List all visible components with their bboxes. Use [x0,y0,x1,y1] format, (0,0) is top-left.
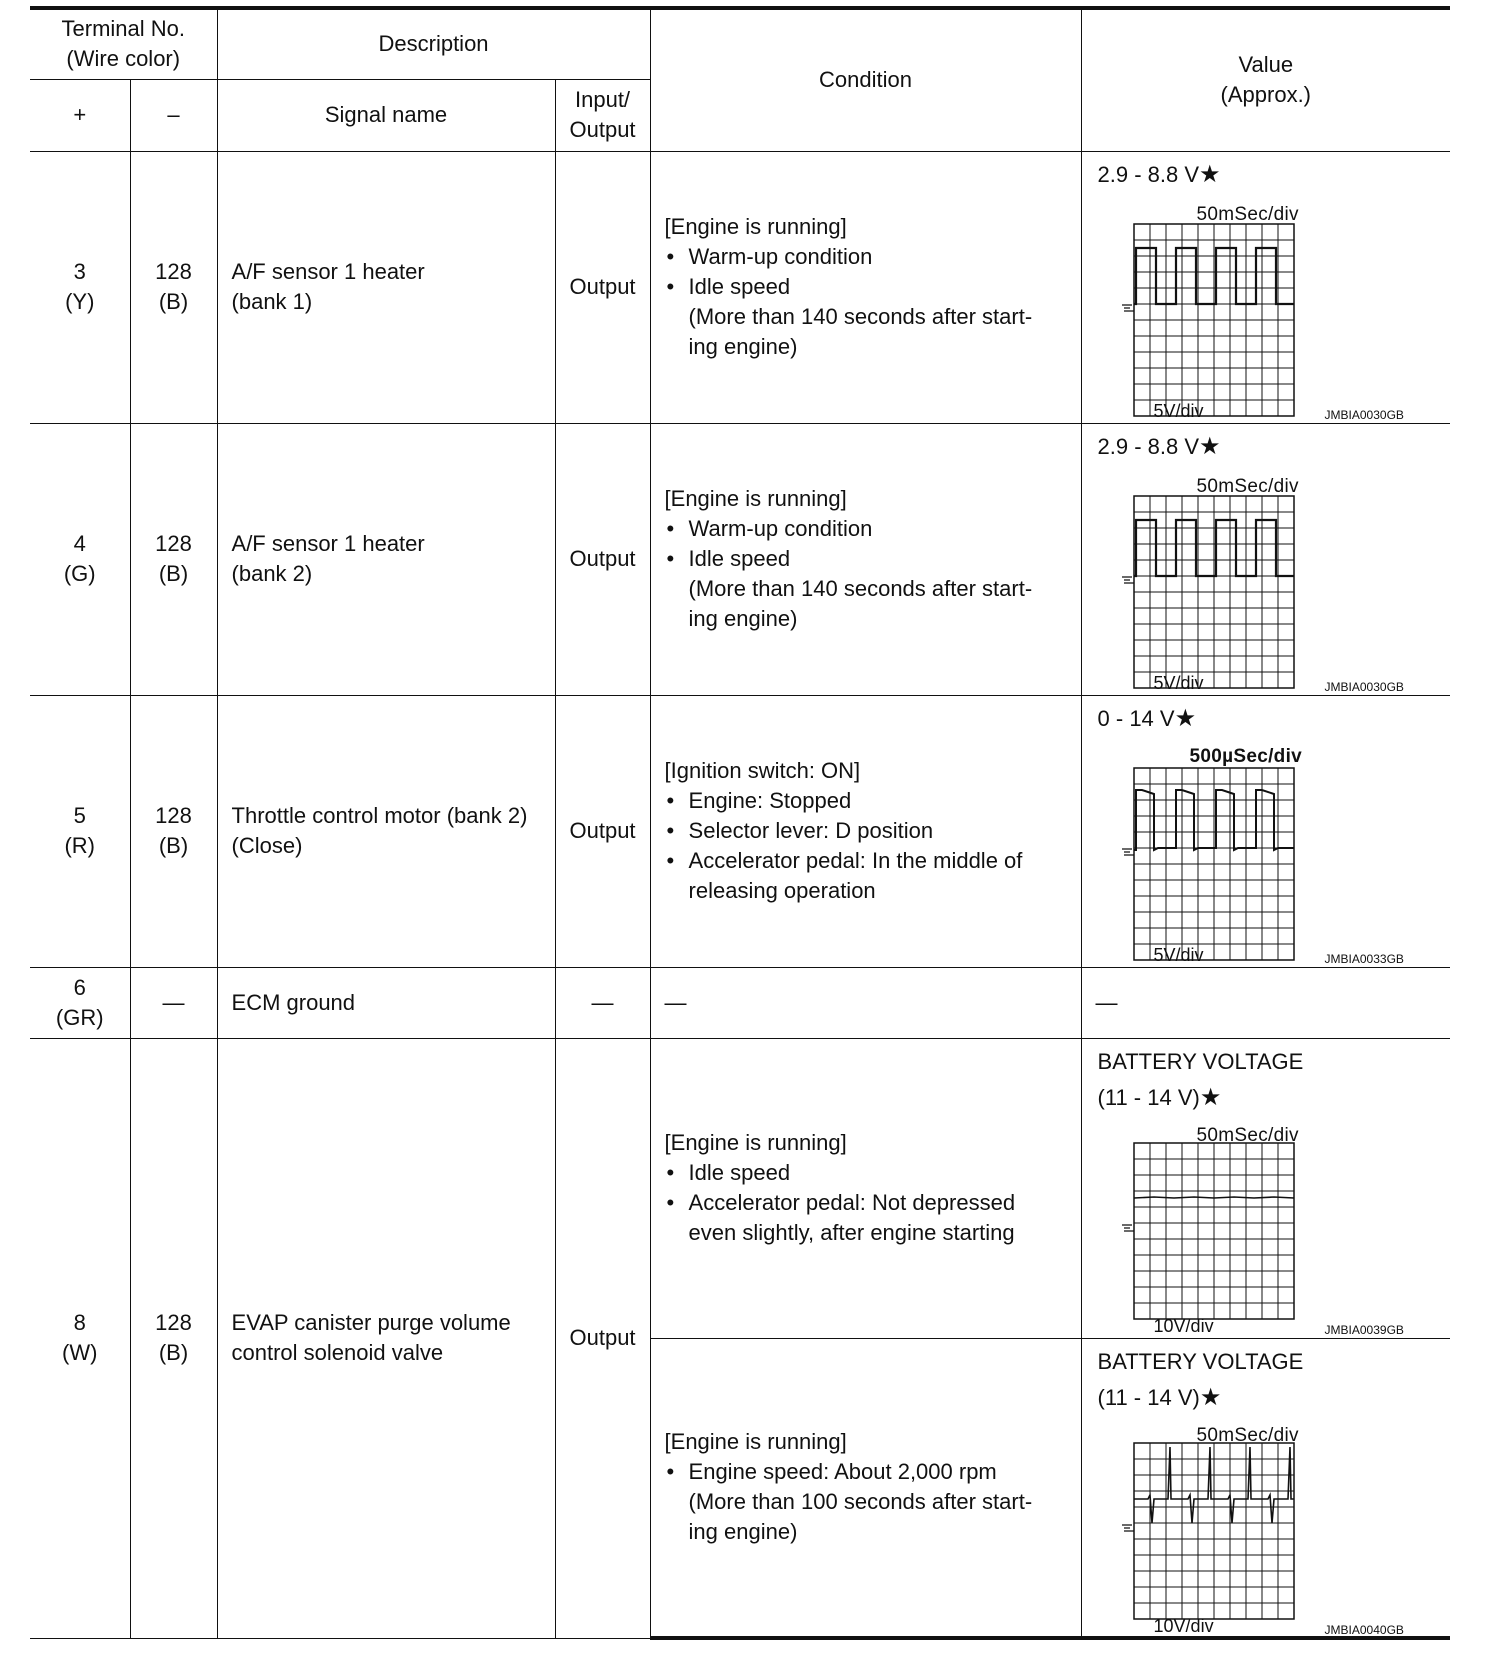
value-range: 2.9 - 8.8 V [1097,161,1200,187]
scope-grid [1134,768,1294,960]
header-wire-color-label: (Wire color) [66,46,181,72]
bullet-icon: • [666,1459,675,1485]
ground-symbol-icon [1122,1525,1134,1531]
value-cell [1081,967,1450,1038]
time-division-label: 50mSec/div [1196,1124,1299,1146]
condition-bullet [665,1158,1081,1188]
header-value-label: Value [1238,52,1294,78]
value-cell [1081,1038,1450,1338]
wire-color: (Y) [65,289,95,314]
not-applicable-dash: — [1095,989,1118,1015]
wire-color: (GR) [55,1004,104,1030]
io-type [555,967,650,1038]
minus-terminal [130,967,217,1038]
condition-bullet [665,514,1081,544]
value-range: 0 - 14 V [1097,705,1175,731]
io-type: Output [555,695,650,967]
not-applicable-dash: — [664,989,687,1015]
wire-color: (G) [63,561,96,586]
header-signal-name: Signal name [217,79,555,151]
value-text [1098,432,1221,462]
wire-color: (B) [158,1340,189,1365]
terminal-number: 128 [155,531,192,556]
condition-note: even slightly, after engine starting [688,1220,1015,1245]
bullet-icon: • [666,788,675,813]
star-icon: ★ [1199,160,1221,188]
time-division-label: 50mSec/div [1196,1424,1299,1446]
value-cell [1081,423,1450,695]
terminal-number: 3 [73,259,86,284]
condition-title: [Engine is running] [664,1429,847,1455]
header-plus: + [30,79,130,151]
header-terminal-label: Terminal No. [61,16,185,42]
voltage-division-label: 5V/div [1153,672,1204,693]
bullet-text: Idle speed [688,1160,791,1185]
bullet-icon: • [666,818,675,843]
condition [650,695,1081,967]
signal-name: ECM ground [217,967,555,1038]
condition-bullet [665,272,1081,302]
minus-terminal [130,1038,217,1638]
minus-terminal [130,695,217,967]
header-output-label: Output [569,117,636,142]
condition [650,151,1081,423]
condition-title: [Ignition switch: ON] [664,758,861,783]
condition-bullet [665,1188,1081,1218]
signal-name [217,695,555,967]
condition-title: [Engine is running] [664,1130,847,1155]
voltage-division-label: 10V/div [1153,1615,1214,1636]
not-applicable-dash: — [591,989,614,1015]
voltage-division-label: 5V/div [1153,400,1204,421]
header-terminal [30,8,217,79]
wire-color: (W) [62,1340,98,1365]
figure-code: JMBIA0033GB [1324,951,1404,966]
terminal-spec-table [30,6,1450,1640]
header-condition: Condition [650,8,1081,151]
signal-name-line: (bank 2) [231,561,313,586]
condition [650,1338,1081,1638]
waveform-svg [1134,1443,1294,1619]
condition-note: (More than 100 seconds after start- [688,1489,1033,1515]
voltage-division-label: 10V/div [1153,1315,1214,1336]
bullet-text: Engine: Stopped [688,788,852,813]
condition-note: releasing operation [688,878,876,903]
table-row [30,695,1450,967]
condition-bullet [665,1457,1081,1487]
time-division-label: 500µSec/div [1189,745,1303,767]
terminal-number: 8 [73,1310,86,1335]
figure-code: JMBIA0030GB [1324,407,1404,422]
plus-terminal [30,1038,130,1638]
oscilloscope-waveform [1134,1143,1294,1319]
bullet-icon: • [666,274,675,299]
terminal-number: 5 [73,803,86,828]
oscilloscope-waveform [1134,1443,1294,1619]
terminal-number: 4 [73,531,86,556]
condition [650,967,1081,1038]
header-row-1 [30,8,1450,79]
value-label: BATTERY VOLTAGE [1097,1348,1304,1374]
condition-note: (More than 140 seconds after start- [688,576,1033,601]
bullet-text: Warm-up condition [688,244,873,269]
table-row [30,967,1450,1038]
condition [650,423,1081,695]
plus-terminal [30,695,130,967]
star-icon: ★ [1199,1083,1222,1111]
bullet-text: Idle speed [688,274,791,299]
minus-terminal [130,151,217,423]
value-label: BATTERY VOLTAGE [1097,1048,1304,1074]
condition-bullet [665,816,1081,846]
header-input-label: Input/ [575,87,631,112]
not-applicable-dash: — [162,989,185,1015]
bullet-text: Accelerator pedal: In the middle of [688,848,1023,873]
bullet-icon: • [666,1160,675,1185]
condition-bullet [665,544,1081,574]
header-value [1081,8,1450,151]
star-icon: ★ [1174,704,1197,732]
figure-code: JMBIA0030GB [1324,679,1404,694]
value-cell [1081,1338,1450,1638]
time-division-label: 50mSec/div [1196,203,1299,225]
wire-color: (B) [158,289,189,314]
signal-name-line: A/F sensor 1 heater [231,531,425,556]
star-icon: ★ [1199,432,1221,460]
header-approx-label: (Approx.) [1220,82,1312,108]
bullet-text: Warm-up condition [688,516,873,541]
value-text [1098,1047,1304,1113]
figure-code: JMBIA0040GB [1324,1622,1404,1637]
signal-name [217,1038,555,1638]
condition-note: ing engine) [688,1519,798,1545]
wire-color: (R) [64,833,96,858]
condition-bullet [665,846,1081,876]
condition-note: ing engine) [688,606,798,631]
plus-terminal [30,423,130,695]
ground-symbol-icon [1122,1225,1134,1231]
scope-grid [1134,1143,1294,1319]
signal-name-line: A/F sensor 1 heater [231,259,425,284]
voltage-division-label: 5V/div [1153,944,1204,965]
signal-name-line: (Close) [231,833,303,858]
condition [650,1038,1081,1338]
value-text [1098,160,1221,190]
signal-name-line: control solenoid valve [231,1340,444,1365]
condition-title: [Engine is running] [664,486,847,511]
value-cell [1081,695,1450,967]
bullet-icon: • [666,1190,675,1215]
io-type: Output [555,423,650,695]
table-row [30,423,1450,695]
terminal-number: 128 [155,259,192,284]
ground-symbol-icon [1122,849,1134,855]
bullet-text: Selector lever: D position [688,818,934,843]
wire-color: (B) [158,561,189,586]
waveform-svg [1134,1143,1294,1319]
value-range: (11 - 14 V) [1097,1384,1200,1410]
io-type: Output [555,151,650,423]
scope-grid [1134,224,1294,416]
value-range: 2.9 - 8.8 V [1097,433,1200,459]
minus-terminal [130,423,217,695]
waveform-svg [1134,768,1294,960]
value-text [1098,1347,1304,1413]
ground-symbol-icon [1122,577,1134,583]
oscilloscope-waveform [1134,768,1294,960]
waveform-svg [1134,496,1294,688]
header-io [555,79,650,151]
plus-terminal [30,967,130,1038]
figure-code: JMBIA0039GB [1324,1322,1404,1337]
table-row [30,1038,1450,1338]
wire-color: (B) [158,833,189,858]
value-range: (11 - 14 V) [1097,1084,1200,1110]
condition-note: ing engine) [688,334,798,359]
bullet-icon: • [666,516,675,541]
bullet-text: Accelerator pedal: Not depressed [688,1190,1016,1215]
condition-bullet [665,242,1081,272]
terminal-number: 128 [155,1310,192,1335]
value-text [1098,704,1197,734]
bullet-icon: • [666,848,675,873]
io-type: Output [555,1038,650,1638]
terminal-number: 128 [155,803,192,828]
signal-name [217,423,555,695]
oscilloscope-waveform [1134,496,1294,688]
bullet-text: Idle speed [688,546,791,571]
plus-terminal [30,151,130,423]
table-row [30,151,1450,423]
bullet-text: Engine speed: About 2,000 rpm [688,1459,997,1485]
condition-bullet [665,786,1081,816]
header-minus: – [130,79,217,151]
star-icon: ★ [1199,1383,1222,1411]
scope-grid [1134,1443,1294,1619]
header-description: Description [217,8,650,79]
waveform-svg [1134,224,1294,416]
signal-name-line: (bank 1) [231,289,313,314]
condition-title: [Engine is running] [664,214,847,239]
bullet-icon: • [666,244,675,269]
signal-name-line: Throttle control motor (bank 2) [231,803,528,828]
oscilloscope-waveform [1134,224,1294,416]
scope-grid [1134,496,1294,688]
bullet-icon: • [666,546,675,571]
time-division-label: 50mSec/div [1196,475,1299,497]
ground-symbol-icon [1122,305,1134,311]
value-cell [1081,151,1450,423]
terminal-number: 6 [73,974,86,1000]
signal-name-line: EVAP canister purge volume [231,1310,511,1335]
signal-name [217,151,555,423]
condition-note: (More than 140 seconds after start- [688,304,1033,329]
